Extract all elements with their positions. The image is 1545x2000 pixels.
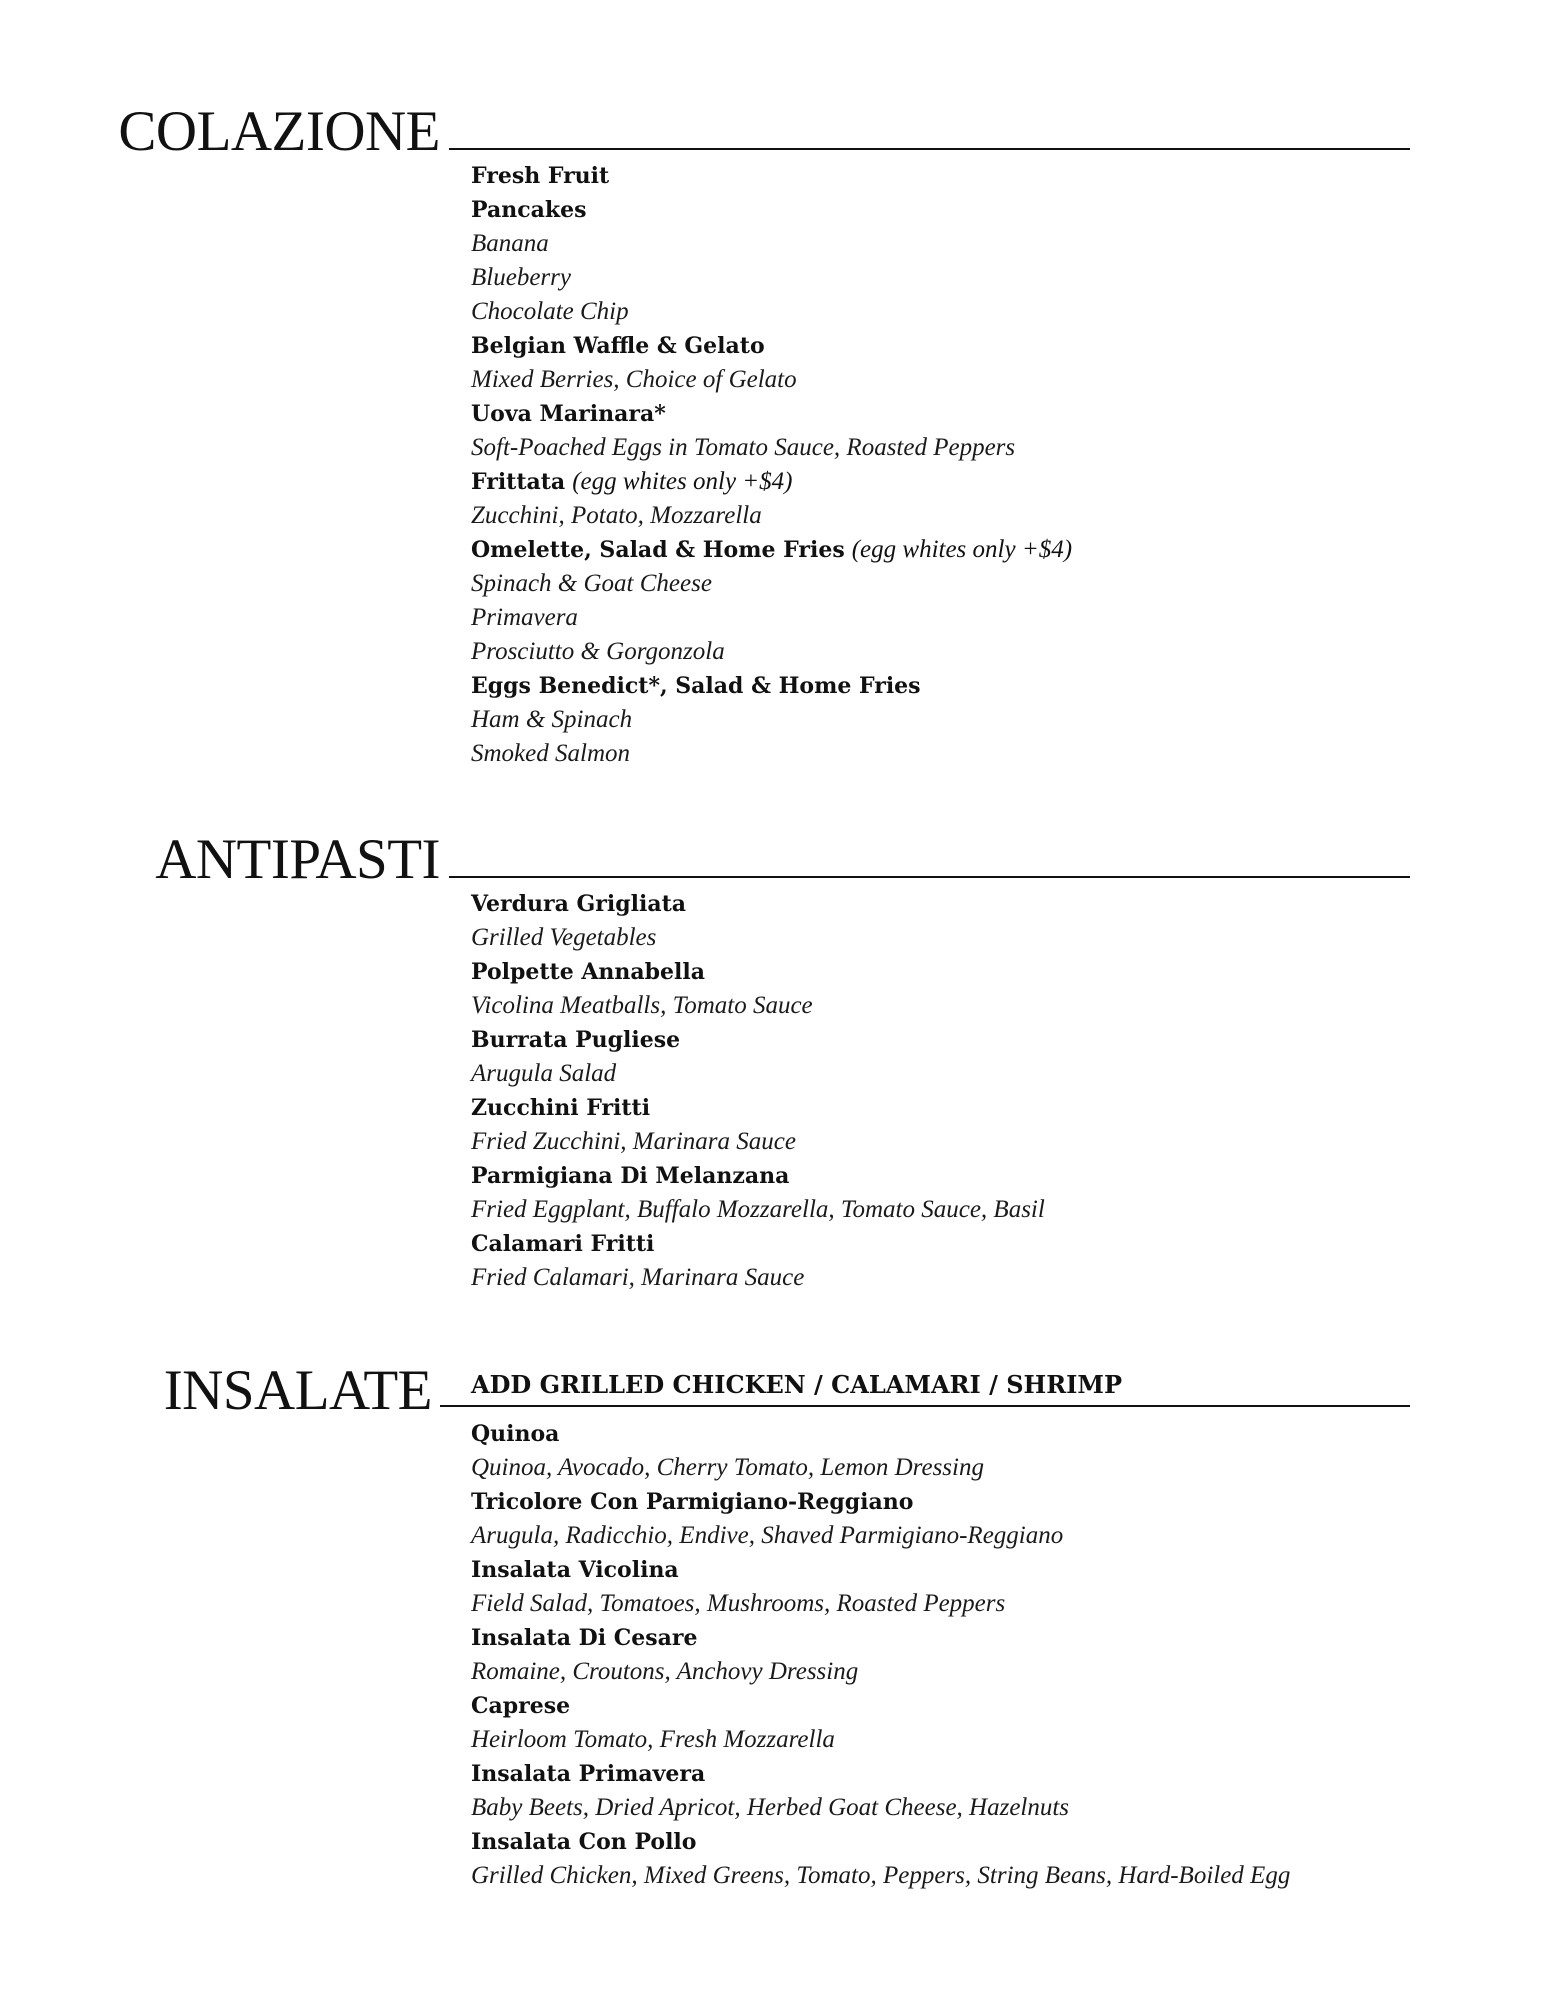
menu-item (471, 193, 1072, 227)
menu-item (471, 955, 1045, 989)
menu-item-description: Grilled Chicken, Mixed Greens, Tomato, Peppers, String Beans, Hard-Boiled Egg (471, 1862, 1291, 1889)
menu-item-description: Chocolate Chip (471, 298, 629, 325)
section-rule (449, 876, 1410, 878)
section-rule (449, 148, 1410, 150)
menu-item (471, 1757, 1290, 1791)
menu-item-description: Field Salad, Tomatoes, Mushrooms, Roasted Peppers (471, 1590, 1006, 1617)
menu-item-description: Primavera (471, 604, 578, 631)
menu-item (471, 1825, 1290, 1859)
section-rule (440, 1405, 1410, 1407)
menu-item-description: Heirloom Tomato, Fresh Mozzarella (471, 1726, 835, 1753)
menu-item-description: Soft-Poached Eggs in Tomato Sauce, Roasted Peppers (471, 434, 1016, 461)
menu-item (471, 1023, 1045, 1057)
menu-item (471, 1417, 1290, 1451)
menu-item (471, 1621, 1290, 1655)
menu-item-name: Frittata (471, 469, 566, 495)
menu-item-description: Fried Eggplant, Buffalo Mozzarella, Tomato Sauce, Basil (471, 1196, 1045, 1223)
menu-item-list (471, 159, 1072, 771)
menu-item-name: Fresh Fruit (471, 163, 610, 189)
menu-item-name: Insalata Primavera (471, 1761, 706, 1787)
section-title: ANTIPASTI (155, 828, 440, 891)
section-title: COLAZIONE (118, 100, 440, 163)
menu-item-list (471, 887, 1045, 1295)
menu-item-description: Romaine, Croutons, Anchovy Dressing (471, 1658, 859, 1685)
menu-item (471, 533, 1072, 567)
menu-item-name: Verdura Grigliata (471, 891, 687, 917)
menu-item-description: Arugula, Radicchio, Endive, Shaved Parmigiano-Reggiano (471, 1522, 1064, 1549)
menu-item-description: Ham & Spinach (471, 706, 633, 733)
menu-item-description: Banana (471, 230, 549, 257)
menu-item-description: Zucchini, Potato, Mozzarella (471, 502, 762, 529)
menu-item-name: Uova Marinara* (471, 401, 666, 427)
menu-item-name: Quinoa (471, 1421, 560, 1447)
menu-item-option-note: (egg whites only +$4) (572, 468, 793, 495)
menu-item-name: Eggs Benedict*, Salad & Home Fries (471, 673, 921, 699)
menu-item-description: Arugula Salad (471, 1060, 617, 1087)
menu-item-name: Caprese (471, 1693, 571, 1719)
menu-item (471, 669, 1072, 703)
menu-item (471, 1689, 1290, 1723)
menu-item-description: Fried Zucchini, Marinara Sauce (471, 1128, 796, 1155)
menu-item (471, 329, 1072, 363)
menu-item-name: Insalata Con Pollo (471, 1829, 697, 1855)
menu-item (471, 397, 1072, 431)
menu-item-name: Burrata Pugliese (471, 1027, 681, 1053)
menu-item-description: Quinoa, Avocado, Cherry Tomato, Lemon Dressing (471, 1454, 984, 1481)
menu-item-description: Vicolina Meatballs, Tomato Sauce (471, 992, 813, 1019)
menu-item-description: Prosciutto & Gorgonzola (471, 638, 725, 665)
section-title: INSALATE (163, 1359, 432, 1422)
menu-item-name: Polpette Annabella (471, 959, 706, 985)
menu-item-name: Calamari Fritti (471, 1231, 655, 1257)
menu-item (471, 1091, 1045, 1125)
menu-item-description: Fried Calamari, Marinara Sauce (471, 1264, 805, 1291)
menu-item (471, 159, 1072, 193)
menu-item-description: Blueberry (471, 264, 571, 291)
menu-item (471, 465, 1072, 499)
menu-item-description: Mixed Berries, Choice of Gelato (471, 366, 797, 393)
menu-item-name: Insalata Di Cesare (471, 1625, 698, 1651)
menu-item-description: Grilled Vegetables (471, 924, 657, 951)
menu-item-name: Parmigiana Di Melanzana (471, 1163, 790, 1189)
menu-item-description: Baby Beets, Dried Apricot, Herbed Goat Cheese, Hazelnuts (471, 1794, 1070, 1821)
menu-item-name: Tricolore Con Parmigiano-Reggiano (471, 1489, 914, 1515)
menu-item (471, 1485, 1290, 1519)
menu-item-description: Spinach & Goat Cheese (471, 570, 712, 597)
menu-item (471, 887, 1045, 921)
menu-item-name: Omelette, Salad & Home Fries (471, 537, 845, 563)
menu-item (471, 1227, 1045, 1261)
menu-item-name: Pancakes (471, 197, 587, 223)
menu-item (471, 1159, 1045, 1193)
section-add-on-note: ADD GRILLED CHICKEN / CALAMARI / SHRIMP (471, 1370, 1122, 1399)
menu-item-name: Zucchini Fritti (471, 1095, 651, 1121)
menu-item (471, 1553, 1290, 1587)
menu-item-name: Insalata Vicolina (471, 1557, 679, 1583)
menu-item-list (471, 1417, 1290, 1893)
menu-item-option-note: (egg whites only +$4) (851, 536, 1073, 563)
menu-item-name: Belgian Waffle & Gelato (471, 333, 765, 359)
menu-item-description: Smoked Salmon (471, 740, 630, 767)
